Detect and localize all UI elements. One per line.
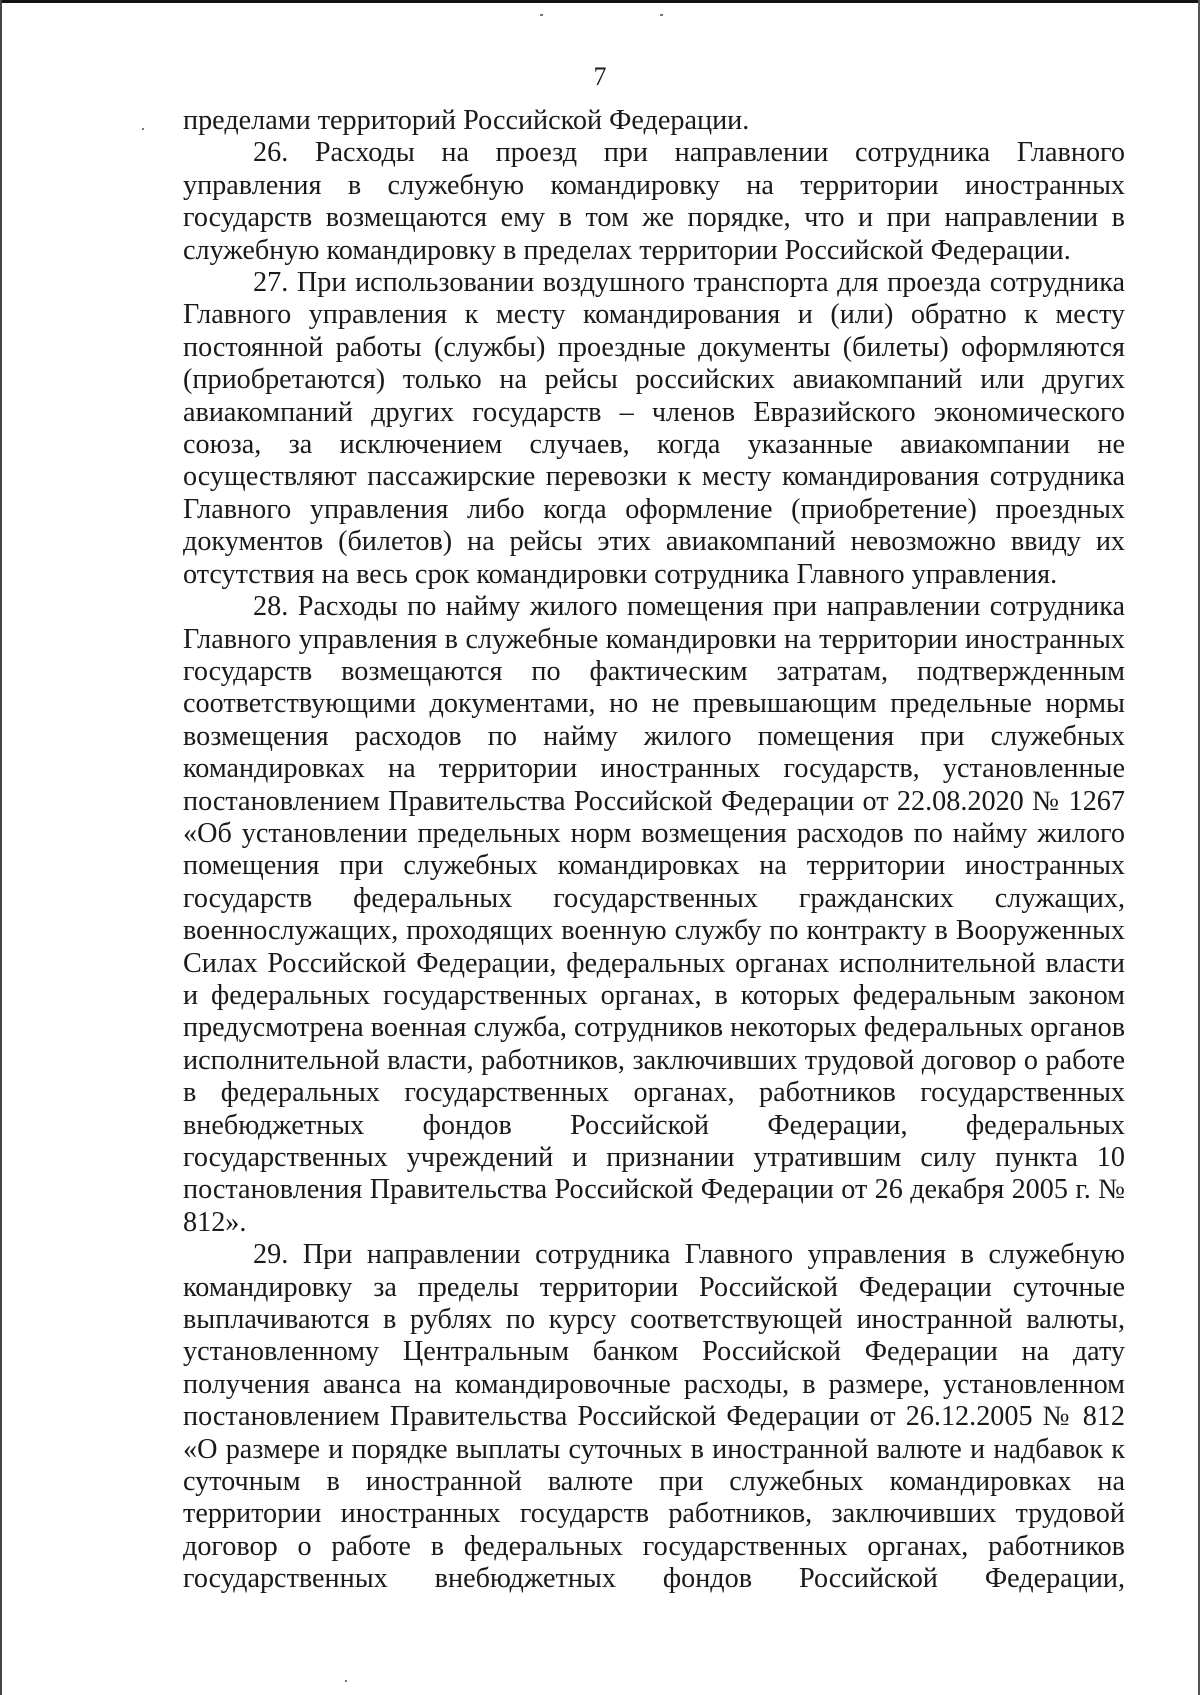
scan-speck	[540, 14, 543, 16]
paragraph-26: 26. Расходы на проезд при направлении сотрудника Главного управления в служебную командировку на территории иностранных государств возмещаются ему в том же порядке, что и при направлении в служебную командировку в пределах территории Российской Федерации.	[183, 137, 1125, 266]
paragraph-29: 29. При направлении сотрудника Главного управления в служебную командировку за пределы территории Российской Федерации суточные выплачиваются в рублях по курсу соответствующей иностранной валюты, установленному Центральным банком Российской Федерации на дату получения аванса на командировочные расходы, в размере, установленном постановлением Правительства Российской Федерации от 26.12.2005 № 812 «О размере и порядке выплаты суточных в иностранной валюте и надбавок к суточным в иностранной валюте при служебных командировках на территории иностранных государств работников, заключивших трудовой договор о работе в федеральных государственных органах, работников государственных внебюджетных фондов Российской Федерации,	[183, 1239, 1125, 1595]
scan-speck	[345, 1680, 347, 1682]
scan-top-border	[0, 0, 1200, 3]
page-number: 7	[593, 62, 607, 91]
scan-speck	[660, 14, 663, 16]
document-body	[183, 105, 1125, 1596]
paragraph-28: 28. Расходы по найму жилого помещения при направлении сотрудника Главного управления в служебные командировки на территории иностранных государств возмещаются по фактическим затратам, подтвержденным соответствующими документами, но не превышающим предельные нормы возмещения расходов по найму жилого помещения при служебных командировках на территории иностранных государств, установленные постановлением Правительства Российской Федерации от 22.08.2020 № 1267 «Об установлении предельных норм возмещения расходов по найму жилого помещения при служебных командировках на территории иностранных государств федеральных государственных гражданских служащих, военнослужащих, проходящих военную службу по контракту в Вооруженных Силах Российской Федерации, федеральных органах исполнительной власти и федеральных государственных органах, в которых федеральным законом предусмотрена военная служба, сотрудников некоторых федеральных органов исполнительной власти, работников, заключивших трудовой договор о работе в федеральных государственных органах, работников государственных внебюджетных фондов Российской Федерации, федеральных государственных учреждений и признании утратившим силу пункта 10 постановления Правительства Российской Федерации от 26 декабря 2005 г. № 812».	[183, 591, 1125, 1238]
paragraph-continuation: пределами территорий Российской Федерации.	[183, 105, 750, 136]
paragraph-27: 27. При использовании воздушного транспорта для проезда сотрудника Главного управления к месту командирования и (или) обратно к месту постоянной работы (службы) проездные документы (билеты) оформляются (приобретаются) только на рейсы российских авиакомпаний или других авиакомпаний других государств – членов Евразийского экономического союза, за исключением случаев, когда указанные авиакомпании не осуществляют пассажирские перевозки к месту командирования сотрудника Главного управления либо когда оформление (приобретение) проездных документов (билетов) на рейсы этих авиакомпаний невозможно ввиду их отсутствия на весь срок командировки сотрудника Главного управления.	[183, 267, 1125, 590]
scan-speck	[142, 128, 144, 130]
scan-left-border	[0, 0, 2, 1695]
